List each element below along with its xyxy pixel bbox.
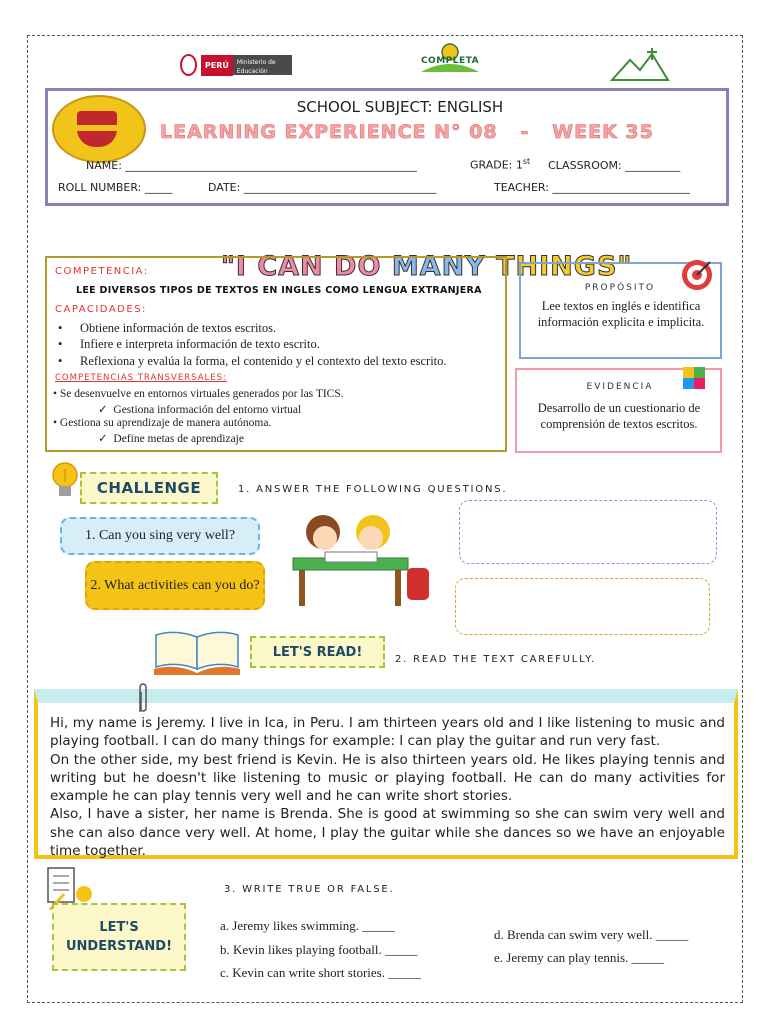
- transversal-subitem: [98, 402, 301, 416]
- name-label: NAME:: [86, 159, 122, 172]
- kids-reading-illustration: [285, 510, 435, 614]
- grade-superscript: st: [522, 157, 531, 166]
- lets-understand-line-2: UNDERSTAND!: [66, 939, 172, 954]
- teacher-field[interactable]: _________________________: [552, 181, 690, 194]
- understand-instruction: 3. WRITE TRUE OR FALSE.: [224, 884, 395, 895]
- green-landscape-logo: [610, 46, 670, 82]
- name-field-row: [86, 159, 417, 172]
- name-field[interactable]: _____________________________________________________: [125, 159, 417, 172]
- challenge-label: CHALLENGE: [80, 472, 218, 504]
- capacidades-label: CAPACIDADES:: [55, 304, 147, 315]
- classroom-field-row: [548, 159, 680, 172]
- question-bubble-2: 2. What activities can you do?: [85, 561, 265, 610]
- evidencia-text: Desarrollo de un cuestionario de comprensión de textos escritos.: [537, 401, 701, 431]
- transversal-item: • Gestiona su aprendizaje de manera autónoma.: [53, 417, 272, 429]
- transversales-label: COMPETENCIAS TRANSVERSALES:: [55, 373, 227, 383]
- reading-paragraph: Also, I have a sister, her name is Brenda. She is good at swimming so she can swim very well and she can also dance very well. At home, I play the guitar while she dances so we have an enjoyable time together.: [50, 806, 725, 860]
- lightbulb-icon: [50, 460, 80, 506]
- checkmark-icon: ✓: [98, 404, 108, 416]
- grade-label: GRADE:: [470, 158, 513, 172]
- roll-number-row: [58, 181, 172, 194]
- classroom-label: CLASSROOM:: [548, 159, 622, 172]
- peru-shield-icon: [180, 54, 197, 76]
- lets-read-label: LET'S READ!: [250, 636, 385, 668]
- capacidad-text: Obtiene información de textos escritos.: [80, 321, 277, 335]
- learning-experience-title: LEARNING EXPERIENCE N° 08 - WEEK 35: [160, 121, 654, 143]
- transversal-subtext: Gestiona información del entorno virtual: [113, 404, 302, 416]
- transversal-subtext: Define metas de aprendizaje: [113, 433, 244, 445]
- lets-understand-line-1: LET'S: [99, 920, 139, 935]
- transversal-subitem: [98, 431, 244, 445]
- reading-paragraph: On the other side, my best friend is Kevin. He is also thirteen years old. He likes playing tennis and writing but he doesn't like listening to music or playing football. He can do many activities for example he can play tennis very well and he can write short stories.: [50, 751, 725, 805]
- true-false-item-b: b. Kevin likes playing football. _____: [220, 942, 418, 957]
- lets-understand-label: [52, 903, 186, 971]
- jornada-escolar-logo: [415, 42, 485, 78]
- transversal-item: • Se desenvuelve en entornos virtuales generados por las TICS.: [53, 388, 344, 400]
- date-field-row: [208, 181, 436, 194]
- proposito-text: Lee textos en inglés e identifica información explicita e implicita.: [537, 299, 705, 329]
- question-bubble-1: 1. Can you sing very well?: [60, 517, 260, 555]
- capacidad-item: • Obtiene información de textos escritos.: [58, 321, 277, 335]
- competencia-text: LEE DIVERSOS TIPOS DE TEXTOS EN INGLES COMO LENGUA EXTRANJERA: [76, 285, 482, 296]
- challenge-instruction: 1. ANSWER THE FOLLOWING QUESTIONS.: [238, 484, 508, 495]
- grade-field-row: [470, 157, 530, 172]
- grade-value: 1: [515, 158, 523, 172]
- reading-paragraph: Hi, my name is Jeremy. I live in Ica, in Peru. I am thirteen years old and I like listening to music and playing football. I can do many things for example: I can play the guitar and run very fast.: [50, 715, 725, 750]
- lets-read-instruction: 2. READ THE TEXT CAREFULLY.: [395, 654, 597, 665]
- jornada-logo-text: COMPLETA: [420, 56, 480, 66]
- title-part-3: THINGS": [496, 251, 633, 282]
- open-book-icon: [152, 625, 242, 681]
- teacher-field-row: [494, 181, 690, 194]
- peru-ministry-logo: [180, 52, 292, 78]
- capacidad-item: • Infiere e interpreta información de texto escrito.: [58, 337, 320, 351]
- title-part-1: "I CAN DO: [220, 251, 392, 282]
- transversal-text: Gestiona su aprendizaje de manera autónoma.: [59, 417, 272, 429]
- answer-box-1[interactable]: [459, 500, 717, 564]
- roll-number-field[interactable]: _____: [144, 181, 173, 194]
- answer-box-2[interactable]: [455, 578, 710, 635]
- true-false-item-c: c. Kevin can write short stories. _____: [220, 965, 421, 980]
- reading-text: [50, 714, 725, 860]
- school-subject: SCHOOL SUBJECT: ENGLISH: [296, 98, 504, 116]
- date-label: DATE:: [208, 181, 241, 194]
- capacidad-text: Reflexiona y evalúa la forma, el contenido y el contexto del texto escrito.: [80, 354, 447, 368]
- peru-ministry-label: Ministerio de Educación: [233, 55, 292, 75]
- proposito-label: PROPÓSITO: [584, 283, 656, 293]
- date-field[interactable]: ___________________________________: [243, 181, 437, 194]
- school-crest-logo: [52, 95, 146, 163]
- capacidad-item: • Reflexiona y evalúa la forma, el contenido y el contexto del texto escrito.: [58, 354, 447, 368]
- capacidad-text: Infiere e interpreta información de texto escrito.: [80, 337, 320, 351]
- classroom-field[interactable]: __________: [625, 159, 681, 172]
- peru-country-label: PERÚ: [201, 55, 233, 76]
- title-part-2: MANY: [391, 251, 497, 282]
- true-false-item-d: d. Brenda can swim very well. _____: [494, 927, 689, 942]
- evidencia-label: EVIDENCIA: [586, 382, 654, 392]
- checkmark-icon: ✓: [98, 433, 108, 445]
- true-false-item-a: a. Jeremy likes swimming. _____: [220, 918, 395, 933]
- true-false-item-e: e. Jeremy can play tennis. _____: [494, 950, 665, 965]
- target-icon: [680, 258, 714, 296]
- teacher-label: TEACHER:: [494, 181, 549, 194]
- competencia-label: COMPETENCIA:: [55, 266, 149, 277]
- transversal-text: Se desenvuelve en entornos virtuales generados por las TICS.: [59, 388, 344, 400]
- roll-number-label: ROLL NUMBER:: [58, 181, 142, 194]
- puzzle-icon: [682, 366, 706, 394]
